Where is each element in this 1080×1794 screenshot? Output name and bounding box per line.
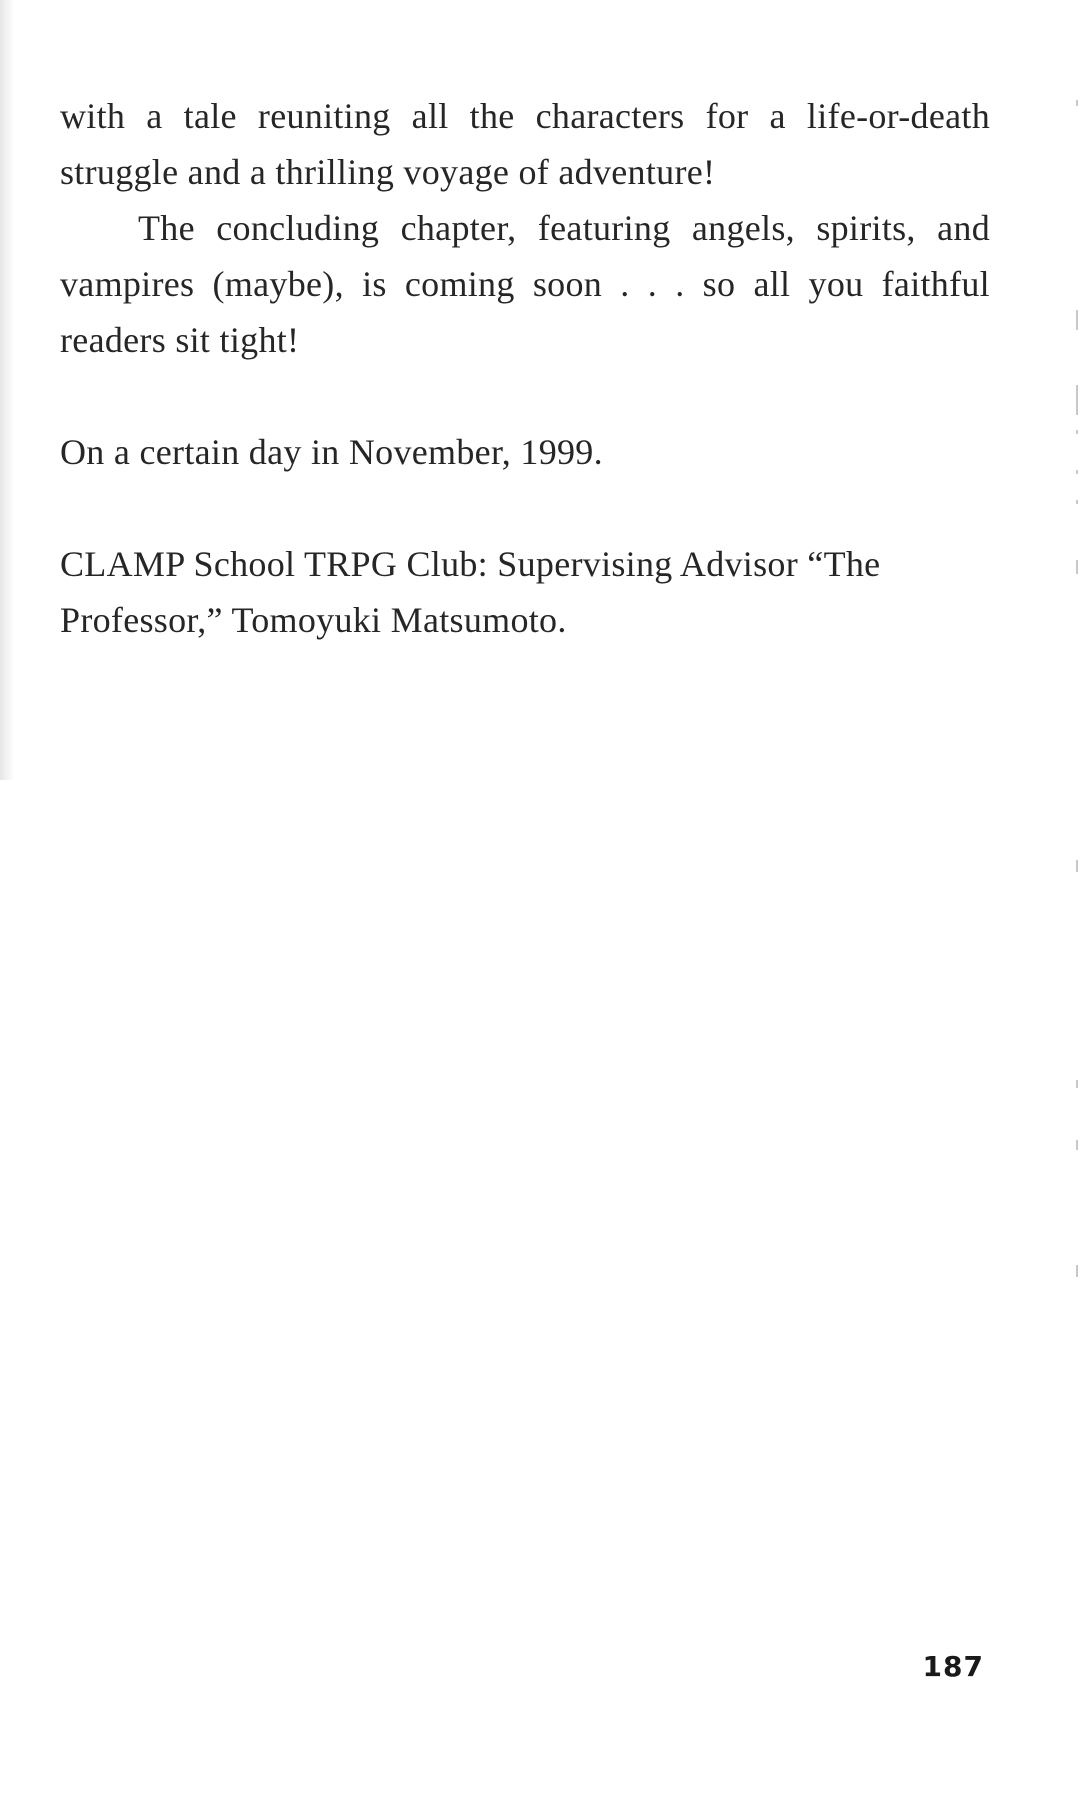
spacer — [60, 368, 990, 424]
signature: CLAMP School TRPG Club: Supervising Advisor “The Professor,” Tomoyuki Matsumoto. — [60, 544, 881, 640]
page-number: 187 — [922, 1650, 984, 1683]
spacer — [60, 480, 990, 536]
scan-edge-marks — [1074, 0, 1080, 1794]
paragraph-concluding-chapter: The concluding chapter, featuring angels, spirits, and vampires (maybe), is coming soon . . . so all you faithful readers sit tight! — [60, 208, 990, 360]
date-line: On a certain day in November, 1999. — [60, 432, 603, 472]
text-block — [60, 88, 990, 648]
scan-edge-shadow — [0, 0, 14, 780]
paragraph-continued: with a tale reuniting all the characters for a life-or-death struggle and a thrilling voyage of adventure! — [60, 96, 990, 192]
